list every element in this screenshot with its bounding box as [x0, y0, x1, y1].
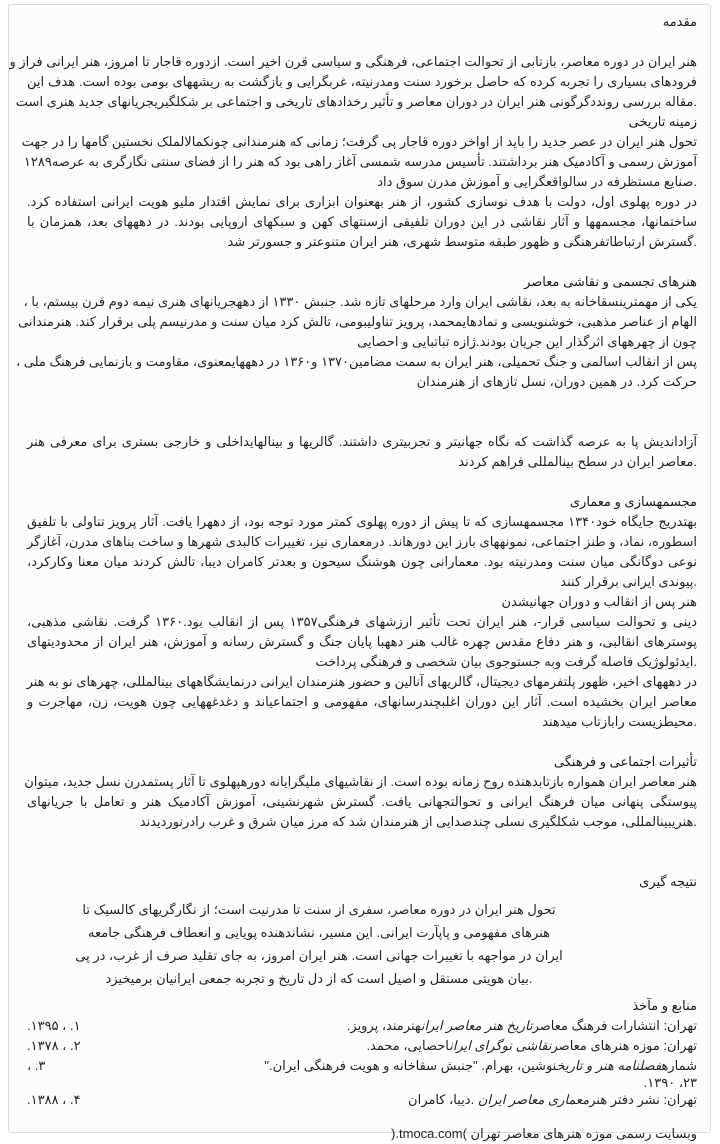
text-line: آموزش رسمی و آکادمیک هنر برداشتند. تأسیس مدرسه شمسی آغاز راهی بود که هنر را از فضای سنتی نگارگری به عرصه۱۲۸۹ — [23, 154, 697, 169]
reference-number: ۱. ، ۱۳۹۵. — [27, 1018, 81, 1033]
text-line: .محیطزیست رابازتاب میدهند — [542, 714, 697, 729]
reference-item — [27, 1036, 697, 1056]
reference-text — [347, 1016, 697, 1036]
blank-line — [27, 32, 697, 52]
reference-segment: تهران: انتشارات فرهنگ معاصر — [532, 1018, 697, 1033]
text-line: یکی از مهمترینسقاخانه به بعد، نقاشی ایران وارد مرحلهای تازه شد. جنبش ۱۳۳۰ از دههجریانهای هنری نیمه دوم قرن بیستم، با ، — [23, 294, 697, 309]
section-heading: تأثیرات اجتماعی و فرهنگی — [553, 754, 697, 769]
text-line: در دهههای اخیر، ظهور پلتفرمهای دیجیتال، گالریهای آنالین و حضور هنرمندان ایرانی درنمایشگاههای بینالمللی، چهرهای نو به هنر — [26, 674, 697, 689]
text-line: الهام از عناصر مذهبی، خوشنویسی و نمادهایمحمد، پرویز تناولیبومی، تالش کرد میان سنت و مدرنیسم پلی برقرار کند. هنرمندانی — [18, 314, 697, 329]
text-line: هنر ایران در دوره معاصر، بازتابی از تحوالت اجتماعی، فرهنگی و سیاسی قرن اخیر است. ازدوره قاجار تا امروز، هنر ایرانی فراز و — [9, 54, 697, 69]
blank-line — [27, 832, 697, 852]
website-reference: وبسایت رسمی موزه هنرهای معاصر تهران )tmoca.com.( — [391, 1126, 697, 1141]
text-line: معاصر ایران بخشیده است. آثار این دوران اغلبچندرسانهای، مفهومی و اجتماعیاند و دغدغههایی چون هویت، زن، مهاجرت و — [27, 694, 697, 709]
reference-title-italic: تاریخ هنر معاصر ایران — [420, 1018, 533, 1033]
text-line: پس از انقالب اسالمی و جنگ تحمیلی، هنر ایران به سمت مضامین۱۳۷۰ و۱۳۶۰ در دهههایمعنوی، مقاومت و بازنمایی فرهنگ ملی ، — [15, 354, 697, 369]
reference-title-italic: فصلنامه هنر و تاریخ — [556, 1058, 662, 1073]
text-line: فرودهای بسیاری را تجربه کرده که حاصل برخورد سنت ومدرنیته، غربگرایی و بازگشت به ریشههای بومی بوده است. هدف این — [27, 74, 697, 89]
reference-segment: نوشین، بهرام. "جنبش سقاخانه و هویت فرهنگی ایران." — [264, 1058, 557, 1073]
reference-segment: .دیبا، کامران — [408, 1092, 478, 1107]
text-line: .هنریبینالمللی، موجب شکلگیری نسلی چندصدایی از هنرمندان شد که مرز میان شرق و غرب رادرنوردیدند — [139, 814, 697, 829]
reference-title-italic: معماری معاصر ایران — [477, 1092, 590, 1107]
text-line: اسطوره، نماد، و طنز اجتماعی، نمونههای بارز این دورهاند. درمعماری نیز، تغییرات کالبدی شهرها و ساخت بناهای مدرن، آغازگر — [27, 534, 697, 549]
reference-segment: احصایی، محمد. — [366, 1038, 450, 1053]
text-line: نوعی دوگانگی میان سنت ومدرنیته بود. معمارانی چون هوشنگ سیحون و بعدتر کامران دیبا، تالش کردند میان معنا وکارکرد، — [27, 554, 697, 569]
text-line: پوسترهای انقالبی، و هنر دفاع مقدس چهره غالب هنر دههبا پایان جنگ و گسترش رسانه و آموزش، هنر ایران از محدودیتهای — [27, 634, 697, 649]
blank-line — [27, 472, 697, 492]
text-line: در دوره پهلوی اول، دولت با هدف نوسازی کشور، از هنر بهعنوان ابزاری برای نمایش اقتدار ملیو هویت ایرانی استفاده کرد. — [27, 194, 697, 209]
blank-line — [27, 252, 697, 272]
text-line: .ایدئولوژیک فاصله گرفت وبه جستوجوی بیان شخصی و فرهنگی پرداخت — [315, 654, 697, 669]
reference-segment: تهران: موزه هنرهای معاصر — [551, 1038, 697, 1053]
text-line: حرکت کرد. در همین دوران، نسل تازهای از هنرمندان — [416, 374, 697, 389]
text-line: .بیان هویتی مستقل و اصیل است که از دل تاریخ و تجربه جمعی ایرانیان برمیخیزد — [105, 971, 533, 986]
reference-text — [408, 1090, 697, 1110]
text-line: چون از چهرههای اثرگذار این جریان بودند.ژازه تباتبایی و احصایی — [357, 334, 697, 349]
text-line: بهتدریج جایگاه خود۱۳۴۰ مجسمهسازی که تا پیش از دوره پهلوی کمتر مورد توجه بود، از دههرا یافت. آثار پرویز تناولی با تلفیق — [27, 514, 697, 529]
blank-line — [27, 392, 697, 412]
section-heading: مقدمه — [662, 14, 697, 29]
blank-line — [27, 852, 697, 872]
reference-segment: شماره — [661, 1058, 697, 1073]
blank-line — [27, 732, 697, 752]
reference-title-italic: نقاشی نوگرای ایران — [449, 1038, 552, 1053]
reference-item — [27, 1056, 697, 1076]
section-heading: زمینه تاریخی — [628, 114, 697, 129]
text-line: هنر معاصر ایران همواره بازتابدهنده روح زمانه بوده است. از نقاشیهای ملیگرایانه دورهپهلوی تا آثار پستمدرن نسل جدید، میتوان — [24, 774, 697, 789]
document-page — [8, 4, 711, 1141]
reference-number: ۲. ، ۱۳۷۸. — [27, 1038, 81, 1053]
section-heading: نتیجه گیری — [639, 874, 697, 889]
reference-continuation: ۲۳، ۱۳۹۰. — [643, 1075, 697, 1090]
reference-segment: هنرمند، پرویز. — [346, 1018, 421, 1033]
text-line: .گسترش ارتباطاتفرهنگی و ظهور طبقه متوسط شهری، هنر ایران متنوعتر و جسورتر شد — [227, 234, 697, 249]
section-heading: هنرهای تجسمی و نقاشی معاصر — [524, 274, 697, 289]
reference-number: ۴. ، ۱۳۸۸. — [27, 1092, 81, 1107]
reference-segment: تهران: نشر دفتر هنر — [589, 1092, 697, 1107]
reference-item — [27, 1016, 697, 1036]
reference-text — [264, 1056, 697, 1076]
text-line: آزاداندیش پا به عرصه گذاشت که نگاه جهانیتر و تجربیتری داشتند. گالریها و بینالهایداخلی و خارجی بستری برای معرفی هنر — [27, 434, 697, 449]
text-line: .معاصر ایران در سطح بینالمللی فراهم کردند — [458, 454, 697, 469]
reference-item — [27, 1090, 697, 1110]
text-line: دینی و تحوالت سیاسی قرار-، هنر ایران تحت تأثیر ارزشهای فرهنگی۱۳۵۷ پس از انقالب بود.۱۳۶۰ گرفت. نقاشی مذهبی، — [27, 614, 697, 629]
text-line: .پیوندی ایرانی برقرار کنند — [560, 574, 697, 589]
text-line: تحول هنر ایران در دوره معاصر، سفری از سنت تا مدرنیت است؛ از نگارگریهای کالسیک تا — [82, 902, 556, 917]
text-line: ایران در مواجهه با تغییرات جهانی است. هنر ایران امروز، به جای تقلید صرف از غرب، در پی — [75, 948, 563, 963]
text-line: هنرهای مفهومی و پاپآرت ایرانی. این مسیر، نشاندهنده پویایی و انعطاف فرهنگی جامعه — [87, 925, 550, 940]
text-line: .صنایع مستظرفه در سالواقعگرایی و آموزش مدرن سوق داد — [377, 174, 697, 189]
sub-heading: هنر پس از انقالب و دوران جهانیشدن — [501, 594, 697, 609]
blank-line — [27, 412, 697, 432]
conclusion-block — [67, 898, 571, 990]
text-line: .مقاله بررسی رونددگرگونی هنر ایران در دوران معاصر و تأثیر رخدادهای تاریخی و اجتماعی بر شکلگیریجریانهای جدید هنری است — [15, 94, 697, 109]
section-heading: منابع و مآخذ — [632, 998, 697, 1013]
section-heading: مجسمهسازی و معماری — [569, 494, 697, 509]
text-line: پیوستگی پنهانی میان فرهنگ ایرانی و تحوالتجهانی یافت. گسترش شهرنشینی، آموزش آکادمیک هنر و تعامل با جریانهای — [27, 794, 697, 809]
reference-text — [366, 1036, 697, 1056]
text-line: ساختمانها، مجسمهها و آثار نقاشی در این دوران تلفیقی ازسنتهای کهن و سبکهای اروپایی بودند. در دهههای بعد، همزمان با — [27, 214, 697, 229]
text-line: تحول هنر ایران در عصر جدید را باید از اواخر دوره قاجار پی گرفت؛ زمانی که هنرمندانی چونکمالالملک نخستین گامها را در جهت — [21, 134, 697, 149]
reference-number: ۳. ، — [27, 1058, 46, 1073]
